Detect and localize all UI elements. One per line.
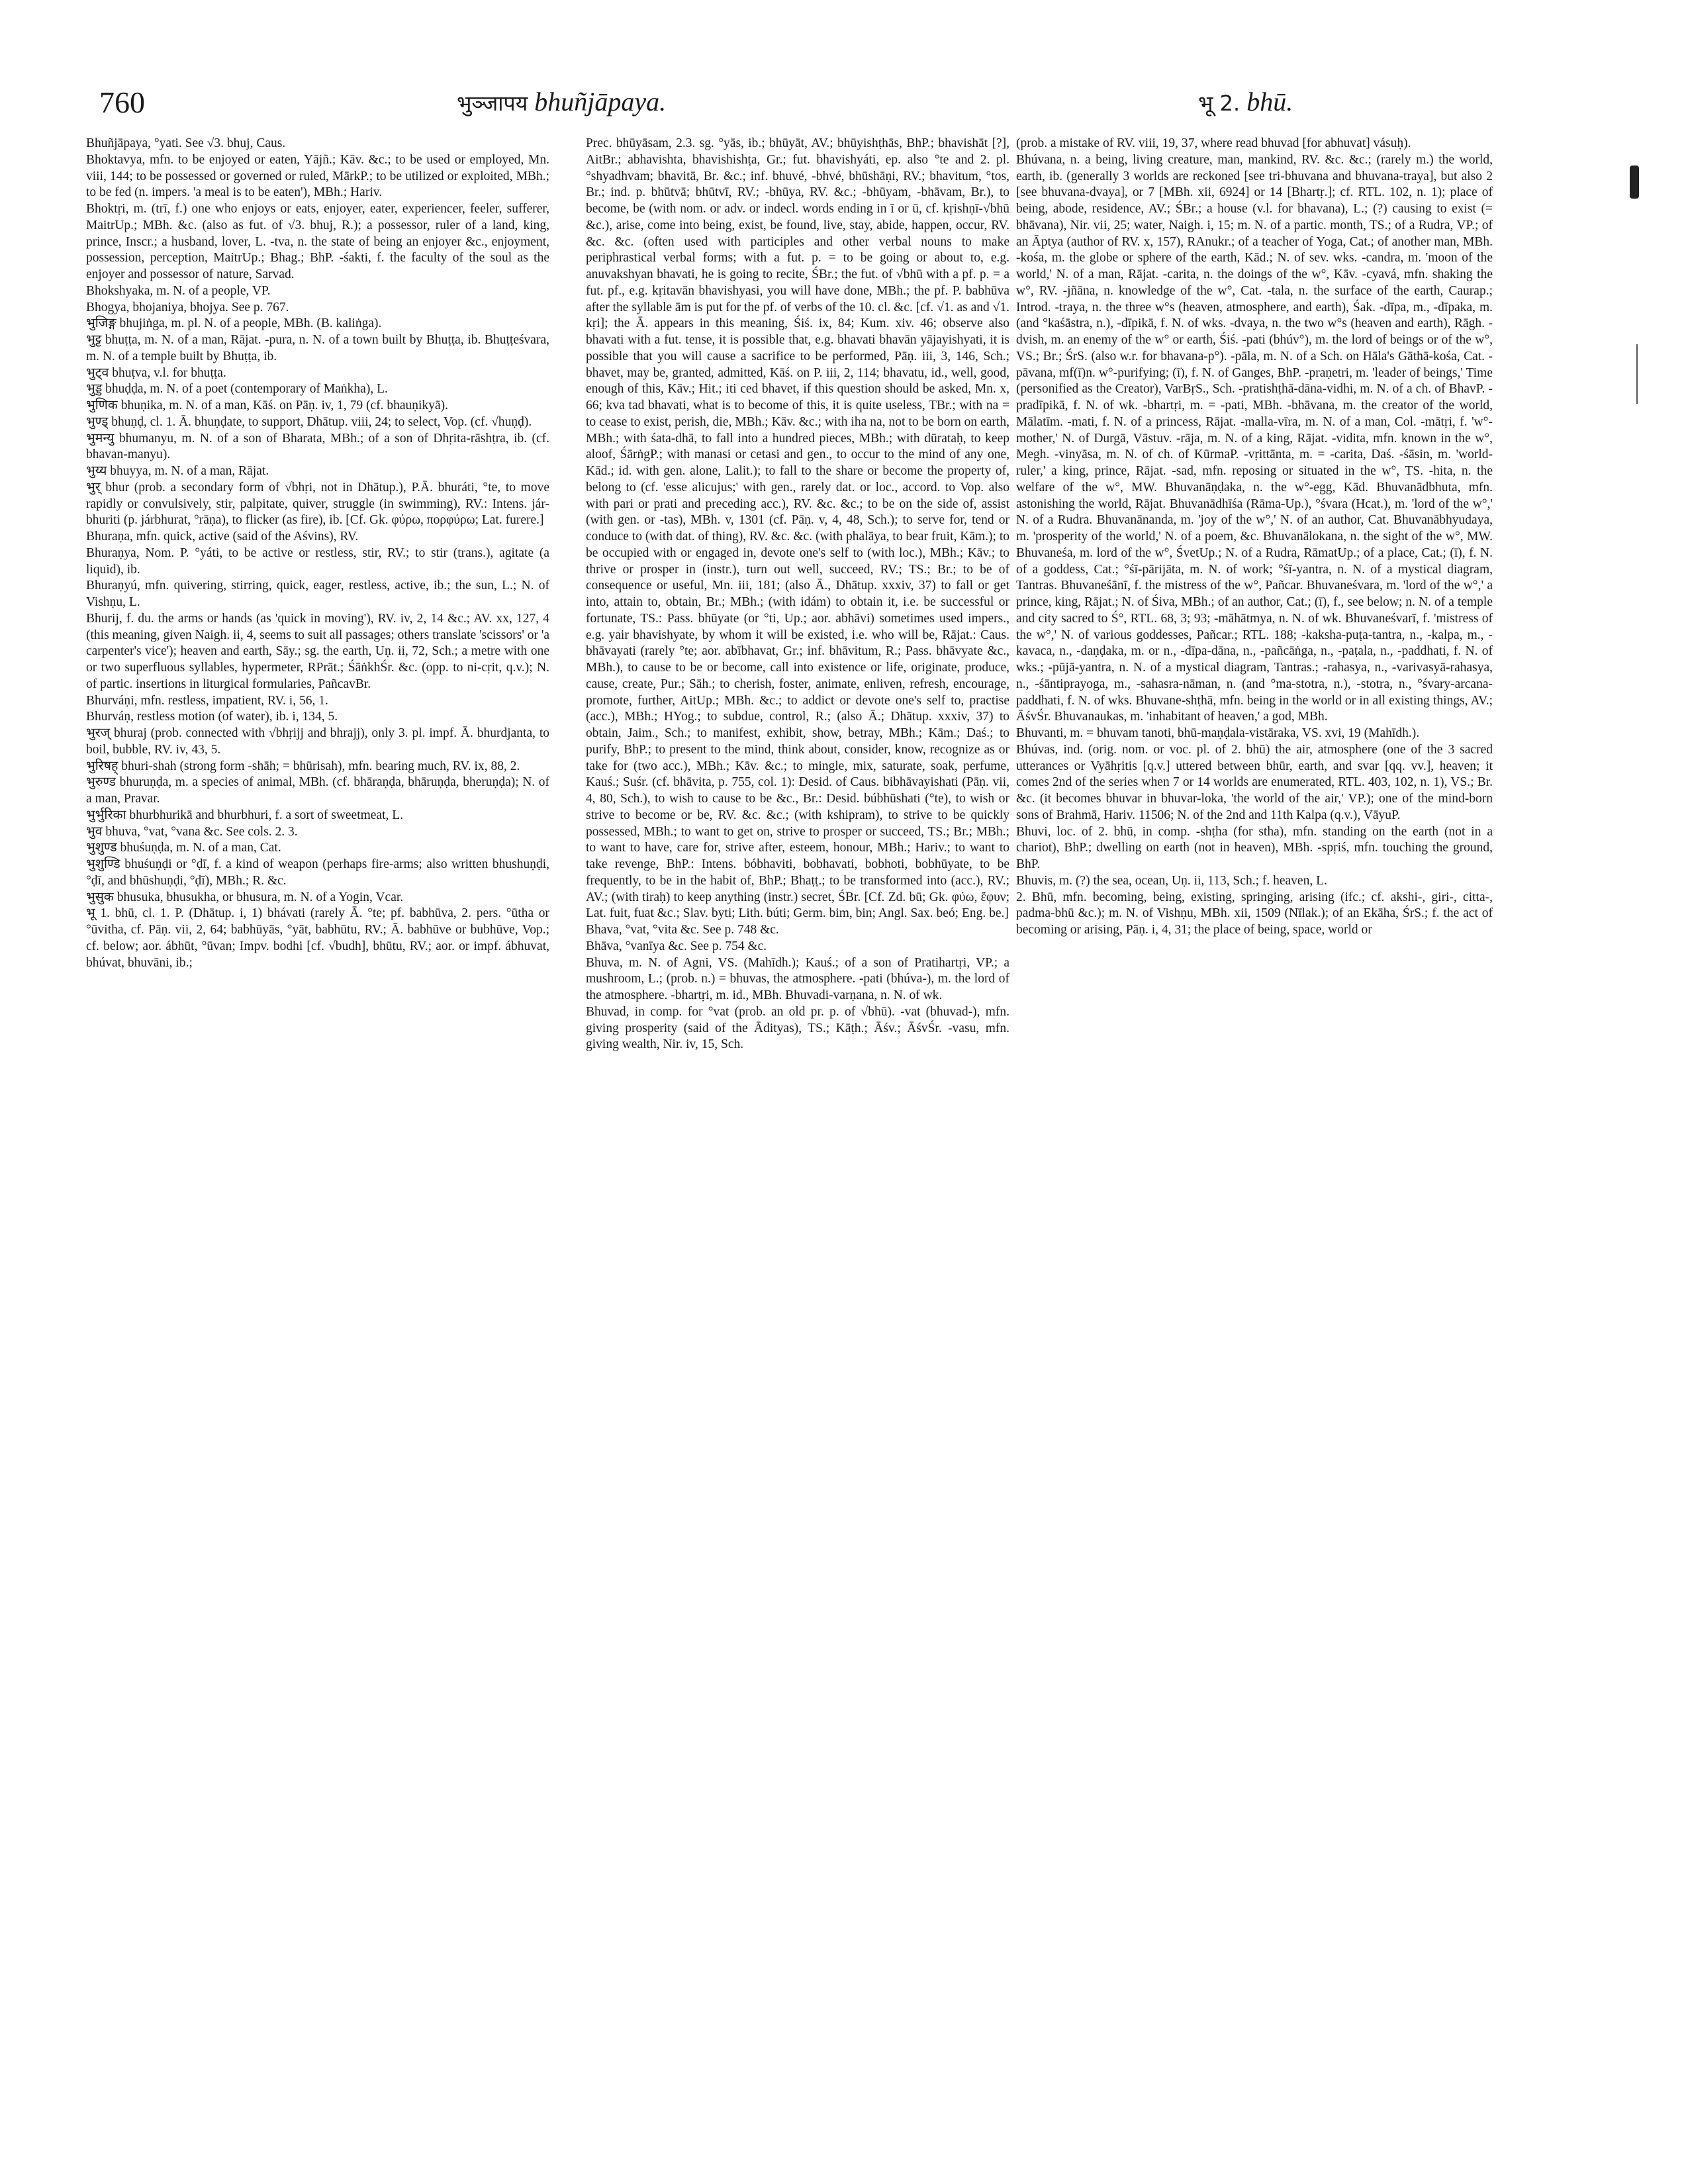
- dictionary-entry: (prob. a mistake of RV. viii, 19, 37, where read bhuvad [for abhuvat] vásuḥ).: [1016, 136, 1411, 150]
- dictionary-entry: Bhuvi, loc. of 2. bhū, in comp. -shṭha (for stha), mfn. standing on the earth (not in a chariot), BhP.; dwelling on earth (not in heaven), MBh. -spṛiś, mfn. touching the ground, BhP.: [1016, 824, 1493, 871]
- dictionary-entry: भुण्ड् bhuṇḍ, cl. 1. Ā. bhuṇḍate, to support, Dhātup. viii, 24; to select, Vop. (cf. √huṇḍ).: [86, 414, 532, 429]
- running-head-right-headword: bhū.: [1246, 87, 1293, 117]
- running-head-left-headword: bhuñjāpaya.: [534, 87, 667, 117]
- running-head-right: [1198, 86, 1293, 117]
- dictionary-entry: Bhuraṇya, Nom. P. °yáti, to be active or restless, stir, RV.; to stir (trans.), agitate (a liquid), ib.: [86, 546, 549, 577]
- column-2: [586, 136, 1009, 2155]
- dictionary-entry: भुव bhuva, °vat, °vana &c. See cols. 2. 3.: [86, 824, 298, 839]
- dictionary-entry: भुजिङ्ग bhujiṅga, m. pl. N. of a people, MBh. (B. kaliṅga).: [86, 316, 382, 331]
- dictionary-entry: Bhuraṇyú, mfn. quivering, stirring, quick, eager, restless, active, ib.; the sun, L.; N. of Vishṇu, L.: [86, 579, 549, 609]
- dictionary-entry: Bhuñjāpaya, °yati. See √3. bhuj, Caus.: [86, 136, 286, 150]
- dictionary-entry: भुरिषह् bhuri-shah (strong form -shāh; = bhūrisah), mfn. bearing much, RV. ix, 88, 2.: [86, 759, 520, 773]
- dictionary-entry: Bhāva, °vanīya &c. See p. 754 &c.: [586, 939, 767, 953]
- running-head-left: [457, 86, 666, 117]
- dictionary-entry: 2. Bhū, mfn. becoming, being, existing, springing, arising (ifc.; cf. akshi-, giri-, citta-, padma-bhū &c.); m. N. of Vishṇu, MBh. xii, 1509 (Nīlak.); of an Ekāha, ŚrS.; f. the act of becoming or arising, Pāṇ. i, 4, 31; the place of being, space, world or: [1016, 890, 1493, 937]
- running-head-right-devanagari: भू 2.: [1198, 91, 1241, 116]
- dictionary-entry: Bhuvis, m. (?) the sea, ocean, Uṇ. ii, 113, Sch.; f. heaven, L.: [1016, 873, 1327, 888]
- dictionary-entry: Bhokshyaka, m. N. of a people, VP.: [86, 283, 271, 298]
- dictionary-entry: Bhúvana, n. a being, living creature, man, mankind, RV. &c. &c.; (rarely m.) the world, earth, ib. (generally 3 worlds are reckoned [see tri-bhuvana and bhuvana-traya], but also 2 [see bhuvana-dvaya], or 7 [MBh. xii, 6924] or 14 [Bhartṛ.]; cf. RTL. 102, n. 1); place of being, abode, residence, AV.; ŚBr.; a house (v.l. for bhavana), L.; (?) causing to exist (= bhāvana), Nir. vii, 25; water, Naigh. i, 15; m. N. of a partic. month, TS.; of a Rudra, VP.; of an Āptya (author of RV. x, 157), RAnukr.; of a teacher of Yoga, Cat.; of another man, MBh. -kośa, m. the globe or sphere of the earth, Kād.; N. of sev. wks. -candra, m. 'moon of the world,' N. of a man, Rājat. -carita, n. the doings of the w°, Kāv. -cyavá, mfn. shaking the w°, RV. -jñāna, n. knowledge of the w°, Cat. -tala, n. the surface of the earth, Caurap.; Introd. -traya, n. the three w°s (heaven, atmosphere, and earth), Śak. -dīpa, m., -dīpaka, m. (and °kaśāstra, n.), -dīpikā, f. N. of wks. -dvaya, n. the two w°s (heaven and earth), Rāgh. -dvish, m. an enemy of the w° or earth, Śiś. -pati (bhúv°), m. the lord of beings or of the w°, VS.; Br.; ŚrS. (also w.r. for bhavana-p°). -pāla, m. N. of a Sch. on Hāla's Gāthā-kośa, Cat. -pāvana, mf(ī)n. w°-purifying; (ī), f. N. of Ganges, BhP. -praṇetri, m. 'leader of beings,' Time (personified as the Creator), VarBṛS., Sch. -pratishṭhā-dāna-vidhi, m. N. of a ch. of BhavP. -pradīpikā, f. N. of wk. -bhartṛi, m. = -pati, MBh. -bhāvana, m. the creator of the world, Mālatīm. -mati, f. N. of a princess, Rājat. -malla-vīra, m. N. of a man, Col. -mātṛi, f. 'w°-mother,' N. of Durgā, Vāstuv. -rāja, m. N. of a king, Rājat. -vidita, mfn. known in the w°, Megh. -vinyāsa, m. N. of ch. of KūrmaP. -vṛittānta, m. = -carita, Daś. -śāsin, m. 'world-ruler,' a king, prince, Rājat. -sad, mfn. reposing or situated in the w°, TS. -hita, n. the welfare of the w°, MW. Bhuvanāṇḍaka, n. the w°-egg, Kād. Bhuvanādbhuta, mfn. astonishing the world, Rājat. Bhuvanādhīśa (Rāma-Up.), °śvara (Hcat.), m. 'lord of the w°,' N. of a Rudra. Bhuvanānanda, m. 'joy of the w°,' N. of an author, Cat. Bhuvanābhyudaya, m. 'prosperity of the world,' N. of a poem, &c. Bhuvanālokana, n. the sight of the w°, MW. Bhuvaneśa, m. lord of the w°, ŚvetUp.; N. of a Rudra, RāmatUp.; of a place, Cat.; (ī), f. N. of a goddess, Cat.; °śī-pārijāta, m. N. of work; °śī-yantra, n. N. of a mystical diagram, Tantras. Bhuvaneśānī, f. the mistress of the w°, Pañcar. Bhuvaneśvara, m. 'lord of the w°,' a prince, king, Rājat.; N. of Śiva, MBh.; of an author, Cat.; (ī), f., see below; n. N. of a temple and city sacred to Ś°, RTL. 68, 3; 93; -māhātmya, n. N. of wk. Bhuvaneśvarī, f. 'mistress of the w°,' N. of various goddesses, Pañcar.; RTL. 188; -kaksha-puṭa-tantra, n., -kalpa, m., -kavaca, n., -daṇḍaka, m. or n., -dīpa-dāna, n., -pañcāṅga, n., -paṭala, n., -paddhati, f. N. of wks.; -pūjā-yantra, n. N. of a mystical diagram, Tantras.; -rahasya, n., -varivasyā-rahasya, n., -śāntiprayoga, m., -sahasra-nāman, n. (and °ma-stotra, n.), -stotra, n., °śvary-arcana-paddhati, f. N. of wks. Bhuvane-shṭhā, mfn. being in the world or in all existing things, AV.; ĀśvŚr. Bhuvanaukas, m. 'inhabitant of heaven,' a god, MBh.: [1016, 152, 1493, 724]
- dictionary-entry: Bhurváṇ, restless motion (of water), ib. i, 134, 5.: [86, 710, 338, 724]
- margin-ink-line: [1636, 344, 1638, 404]
- dictionary-entry: भुणिक bhuṇika, m. N. of a man, Kāś. on Pāṇ. iv, 1, 79 (cf. bhauṇikyā).: [86, 399, 448, 412]
- page-header: [99, 85, 1589, 124]
- dictionary-entry: Bhuvanti, m. = bhuvam tanoti, bhū-maṇḍala-vistāraka, VS. xvi, 19 (Mahīdh.).: [1016, 726, 1420, 740]
- running-head-left-devanagari: भुञ्जापय: [457, 91, 528, 116]
- column-1: [86, 136, 549, 2155]
- dictionary-entry: भुसुक bhusuka, bhusukha, or bhusura, m. N. of a Yogin, Vcar.: [86, 890, 404, 904]
- dictionary-entry: Bhava, °vat, °vita &c. See p. 748 &c.: [586, 923, 779, 937]
- dictionary-entry: भू 1. bhū, cl. 1. P. (Dhātup. i, 1) bhávati (rarely Ā. °te; pf. babhūva, 2. pers. °ūtha or °ūvitha, cf. Pāṇ. vii, 2, 64; babhūyās, °yāt, babhūtu, RV.; Ā. babhūve or bubhūve, Vop.; cf. below; aor. ábhūt, °ūvan; Impv. bodhi [cf. √budh], bhūtu, RV.; aor. or impf. ábhuvat, bhúvat, bhuvāni, ib.;: [86, 906, 549, 970]
- dictionary-entry: Bhúvas, ind. (orig. nom. or voc. pl. of 2. bhū) the air, atmosphere (one of the 3 sacred utterances or Vyāhṛitis [q.v.] uttered between bhūr, earth, and svar [qq. vv.], heaven; it comes 2nd of the series when 7 or 14 worlds are enumerated, RTL. 403, 102, n. 1), VS.; Br. &c. (it becomes bhuvar in bhuvar-loka, 'the world of the air,' VP.); one of the mind-born sons of Brahmā, Hariv. 11506; N. of the 2nd and 11th Kalpa (q.v.), VāyuP.: [1016, 742, 1493, 822]
- dictionary-entry: Bhoktṛi, m. (trī, f.) one who enjoys or eats, enjoyer, eater, experiencer, feeler, sufferer, MaitrUp.; MBh. &c. (also as fut. of √3. bhuj, R.); a possessor, ruler of a land, king, prince, Inscr.; a husband, lover, L. -tva, n. the state of being an enjoyer &c., enjoyment, possession, perception, MaitrUp.; Bhag.; BhP. -śakti, f. the faculty of the soul as the enjoyer and possessor of nature, Sarvad.: [86, 202, 549, 281]
- page-number: 760: [99, 85, 145, 119]
- dictionary-entry: भुर् bhur (prob. a secondary form of √bhṛi, not in Dhātup.), P.Ā. bhuráti, °te, to move rapidly or convulsively, stir, palpitate, quiver, struggle (in swimming), RV.: Intens. jár-bhuriti (p. járbhurat, °rāṇa), to flicker (as fire), ib. [Cf. Gk. φύρω, πορφύρω; Lat. furere.]: [86, 480, 549, 528]
- dictionary-entry: भुट्ट bhuṭṭa, m. N. of a man, Rājat. -pura, n. N. of a town built by Bhuṭṭa, ib. Bhuṭṭeśvara, m. N. of a temple built by Bhuṭṭa, ib.: [86, 333, 549, 363]
- dictionary-entry: Bhoktavya, mfn. to be enjoyed or eaten, Yājñ.; Kāv. &c.; to be used or employed, Mn. viii, 144; to be possessed or governed or ruled, MārkP.; to be utilized or exploited, MBh.; to be fed (n. impers. 'a meal is to be eaten'), MBh.; Hariv.: [86, 152, 549, 200]
- column-3: [1016, 136, 1493, 2155]
- dictionary-entry: भुड्ड bhuḍḍa, m. N. of a poet (contemporary of Maṅkha), L.: [86, 382, 388, 397]
- dictionary-entry: भुमन्यु bhumanyu, m. N. of a son of Bharata, MBh.; of a son of Dhṛita-rāshṭra, ib. (cf. bhavan-manyu).: [86, 431, 549, 462]
- dictionary-entry: भुट्व bhuṭva, v.l. for bhuṭṭa.: [86, 365, 226, 380]
- margin-ink-mark: [1630, 166, 1639, 199]
- dictionary-entry: Bhuraṇa, mfn. quick, active (said of the Aśvins), RV.: [86, 530, 359, 544]
- dictionary-entry: भुर्भुरिका bhurbhurikā and bhurbhuri, f. a sort of sweetmeat, L.: [86, 808, 404, 822]
- dictionary-entry: Prec. bhūyāsam, 2.3. sg. °yās, ib.; bhūyāt, AV.; bhūyishṭhās, BhP.; bhavishāt [?], AitBr.; abhavishta, bhavishishṭa, Gr.; fut. bhavishyáti, ep. also °te and 2. pl. °shyadhvam; bhavitā, Br. &c.; inf. bhuvé, -bhvé, bhūshāṇi, RV.; bhavitum, °tos, Br.; ind. p. bhūtvā; bhūtvī, RV.; -bhūya, RV. &c.; -bhūyam, -bhāvam, Br.), to become, be (with nom. or adv. or indecl. words ending in ī or ū, cf. kṛishṇī-√bhū &c.), arise, come into being, exist, be found, live, stay, abide, happen, occur, RV. &c. &c. (often used with participles and other verbal nouns to make periphrastical verbal forms; with a fut. p. = to be going or about to, e.g. anuvakshyan bhavati, he is going to recite, ŚBr.; the fut. of √bhū with a pf. p. = a fut. pf., e.g. kṛitavān bhavishyasi, you will have done, MBh.; the pf. P. babhūva after the syllable ām is put for the pf. of verbs of the 10. cl. &c. [cf. √1. as and √1. kṛi]; the Ā. appears in this meaning, Śiś. ix, 84; Kum. xiv. 46; observe also bhavati with a fut. tense, it is possible that, e.g. bhavati bhavān yājayishyati, it is possible that you will cause a sacrifice to be performed, Pāṇ. iii, 3, 146, Sch.; bhavet, may be, granted, admitted, Kāś. on P. iii, 2, 114; bhavatu, id., well, good, enough of this, Kāv.; Hit.; iti ced bhavet, if this question should be asked, Mn. x, 66; kva tad bhavati, what is to become of this, it is quite useless, TBr.; with na = to cease to exist, perish, die, MBh.; Kāv. &c.; with iha na, not to be born on earth, MBh.; with śata-dhā, to fall into a hundred pieces, MBh.; with dūrataḥ, to keep aloof, ŚārṅgP.; with manasi or cetasi and gen., to occur to the mind of any one, Kād.; id. with gen. alone, Lalit.); to fall to the share or become the property of, belong to (cf. 'esse alicujus;' with gen., rarely dat. or loc., accord. to Vop. also with pari or prati and preceding acc.), RV. &c. &c.; to be on the side of, assist (with gen. or -tas), MBh. v, 1301 (cf. Pāṇ. v, 4, 48, Sch.); to serve for, tend or conduce to (with dat. of thing), RV. &c. &c. (with phalāya, to bear fruit, Kām.); to be occupied with or engaged in, devote one's self to (with loc.), MBh.; Kāv.; to thrive or prosper in (instr.), turn out well, succeed, RV.; TS.; Br.; to be of consequence or useful, Mn. iii, 181; (also Ā., Dhātup. xxxiv, 37) to fall or get into, attain to, obtain, Br.; MBh.; (with idám) to obtain it, i.e. be successful or fortunate, TS.: Pass. bhūyate (or °ti, Up.; aor. abhāvi) sometimes used impers., e.g. yair bhavishyate, by whom it will be existed, i.e. who will be, Rājat.: Caus. bhāvayati (rarely °te; aor. abībhavat, Gr.; inf. bhāvitum, R.; Pass. bhāvyate &c., MBh.), to cause to be or become, call into existence or life, originate, produce, cause, create, Pur.; Sāh.; to cherish, foster, animate, enliven, refresh, encourage, promote, further, AitUp.; MBh. &c.; to addict or devote one's self to, practise (acc.), MBh.; HYog.; to subdue, control, R.; (also Ā.; Dhātup. xxxiv, 37) to obtain, Jaim., Sch.; to manifest, exhibit, show, betray, MBh.; Kām.; Daś.; to purify, BhP.; to present to the mind, think about, consider, know, recognize as or take for (two acc.), MBh.; Kāv. &c.; to mingle, mix, saturate, soak, perfume, Kauś.; Suśr. (cf. bhāvita, p. 755, col. 1): Desid. of Caus. bibhāvayishati (Pāṇ. vii, 4, 80, Sch.), to wish to cause to be &c., Br.: Desid. búbhūshati (°te), to wish or strive to become or be, RV. &c. &c.; (with kshipram), to strive to be quickly possessed, MBh.; to want to get on, strive to prosper or succeed, TS.; Br.; MBh.; to want to have, care for, strive after, esteem, honour, MBh.; Hariv.; to want to take revenge, BhP.: Intens. bóbhaviti, bobhavati, bobhoti, bobhūyate, to be frequently, to be in the habit of, BhP.; Bhaṭṭ.; to be transformed into (acc.), RV.; AV.; (with tiraḥ) to keep anything (instr.) secret, ŚBr. [Cf. Zd. bū; Gk. φύω, ἔφυν; Lat. fuit, fuat &c.; Slav. byti; Lith. búti; Germ. bim, bin; Angl. Sax. beó; Eng. be.]: [586, 136, 1009, 921]
- dictionary-entry: Bhogya, bhojaniya, bhojya. See p. 767.: [86, 300, 289, 314]
- dictionary-entry: भुय्य bhuyya, m. N. of a man, Rājat.: [86, 464, 269, 478]
- dictionary-entry: भुशुण्डि bhuśuṇḍi or °ḍī, f. a kind of weapon (perhaps fire-arms; also written bhushuṇḍi, °ḍī, and bhūshuṇḍi, °ḍī), MBh.; R. &c.: [86, 857, 549, 888]
- dictionary-entry: Bhuva, m. N. of Agni, VS. (Mahīdh.); Kauś.; of a son of Pratihartṛi, VP.; a mushroom, L.; (prob. n.) = bhuvas, the atmosphere. -pati (bhúva-), m. the lord of the atmosphere. -bhartṛi, m. id., MBh. Bhuvadi-varṇana, n. N. of wk.: [586, 955, 1009, 1002]
- dictionary-entry: भुरुण्ड bhuruṇḍa, m. a species of animal, MBh. (cf. bhāraṇḍa, bhāruṇḍa, bheruṇḍa); N. of a man, Pravar.: [86, 775, 549, 806]
- dictionary-entry: भुरज् bhuraj (prob. connected with √bhṛijj and bhrajj), only 3. pl. impf. Ā. bhurdjanta, to boil, bubble, RV. iv, 43, 5.: [86, 726, 549, 757]
- dictionary-entry: Bhurváṇi, mfn. restless, impatient, RV. i, 56, 1.: [86, 693, 328, 708]
- dictionary-entry: Bhurij, f. du. the arms or hands (as 'quick in moving'), RV. iv, 2, 14 &c.; AV. xx, 127, 4 (this meaning, given Naigh. ii, 4, seems to suit all passages; others translate 'scissors' or 'a carpenter's vice'); heaven and earth, Sāy.; sg. the earth, Uṇ. ii, 72, Sch.; a metre with one or two superfluous syllables, hypermeter, RPrāt.; ŚāṅkhŚr. &c. (opp. to ni-cṛit, q.v.); N. of partic. insertions in liturgical formularies, PañcavBr.: [86, 611, 549, 691]
- dictionary-entry: Bhuvad, in comp. for °vat (prob. an old pr. p. of √bhū). -vat (bhuvad-), mfn. giving prosperity (said of the Ādityas), TS.; Kāṭh.; Āśv.; ĀśvŚr. -vasu, mfn. giving wealth, Nir. iv, 15, Sch.: [586, 1004, 1009, 1052]
- dictionary-entry: भुशुण्ड bhuśuṇḍa, m. N. of a man, Cat.: [86, 841, 281, 855]
